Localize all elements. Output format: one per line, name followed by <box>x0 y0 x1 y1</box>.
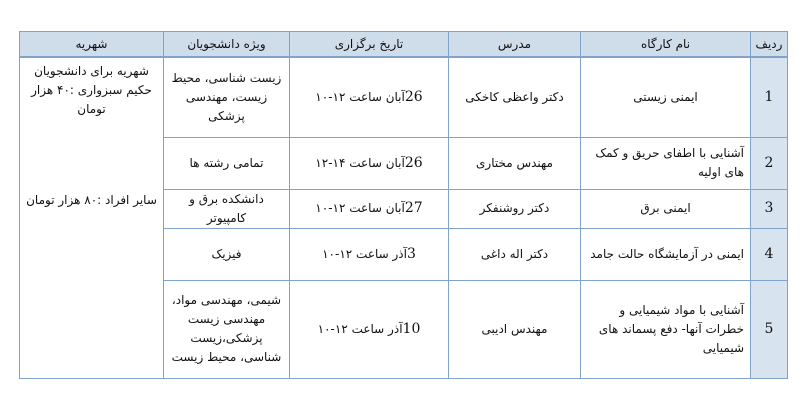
workshop-name: آشنایی با مواد شیمیایی و خطرات آنها- دفع پسماند های شیمیایی <box>581 280 751 378</box>
row-number: 4 <box>751 228 788 280</box>
table-row <box>20 57 788 137</box>
workshop-name: آشنایی با اطفای حریق و کمک های اولیه <box>581 137 751 189</box>
header-students: ویژه دانشجویان <box>164 32 290 58</box>
row-number: 3 <box>751 189 788 228</box>
fee-cell <box>20 57 164 378</box>
workshop-name: ایمنی برق <box>581 189 751 228</box>
date-day: 26 <box>404 88 423 105</box>
students-cell: زیست شناسی، محیط زیست، مهندسی پزشکی <box>164 57 290 137</box>
date-day: 3 <box>406 245 416 262</box>
header-workshop-name: نام کارگاه <box>581 32 751 58</box>
fee-students: شهریه برای دانشجویان حکیم سبزواری :۴۰ هزار تومان <box>31 64 152 116</box>
fee-others: سایر افراد :۸۰ هزار تومان <box>26 193 157 207</box>
row-number: 5 <box>751 280 788 378</box>
workshop-table-container <box>19 31 788 379</box>
instructor: مهندس مختاری <box>449 137 581 189</box>
date-text: آذر ساعت ۱۲-۱۰ <box>322 246 407 261</box>
date-day: 10 <box>402 320 421 337</box>
header-fee: شهریه <box>20 32 164 58</box>
date-cell <box>290 189 449 228</box>
students-cell: دانشکده برق و کامپیوتر <box>164 189 290 228</box>
date-text: آبان ساعت ۱۲-۱۰ <box>315 201 405 215</box>
row-number: 1 <box>751 57 788 137</box>
workshop-table <box>19 31 788 379</box>
date-day: 27 <box>404 200 423 216</box>
instructor: دکتر روشنفکر <box>449 189 581 228</box>
workshop-name: ایمنی زیستی <box>581 57 751 137</box>
students-cell: فیزیک <box>164 228 290 280</box>
workshop-name: ایمنی در آزمایشگاه حالت جامد <box>581 228 751 280</box>
date-text: آبان ساعت ۱۲-۱۰ <box>315 89 405 104</box>
date-day: 26 <box>404 154 423 171</box>
date-cell <box>290 137 449 189</box>
date-text: آذر ساعت ۱۲-۱۰ <box>317 321 403 336</box>
students-cell: تمامی رشته ها <box>164 137 290 189</box>
table-header-row <box>20 32 788 58</box>
instructor: دکتر اله داغی <box>449 228 581 280</box>
date-cell <box>290 57 449 137</box>
row-number: 2 <box>751 137 788 189</box>
header-date: تاریخ برگزاری <box>290 32 449 58</box>
instructor: مهندس ادیبی <box>449 280 581 378</box>
date-text: آبان ساعت ۱۴-۱۲ <box>315 155 405 170</box>
date-cell <box>290 228 449 280</box>
date-cell <box>290 280 449 378</box>
header-row-number: ردیف <box>751 32 788 58</box>
instructor: دکتر واعظی کاخکی <box>449 57 581 137</box>
students-cell: شیمی، مهندسی مواد، مهندسی زیست پزشکی،زیست شناسی، محیط زیست <box>164 280 290 378</box>
header-instructor: مدرس <box>449 32 581 58</box>
